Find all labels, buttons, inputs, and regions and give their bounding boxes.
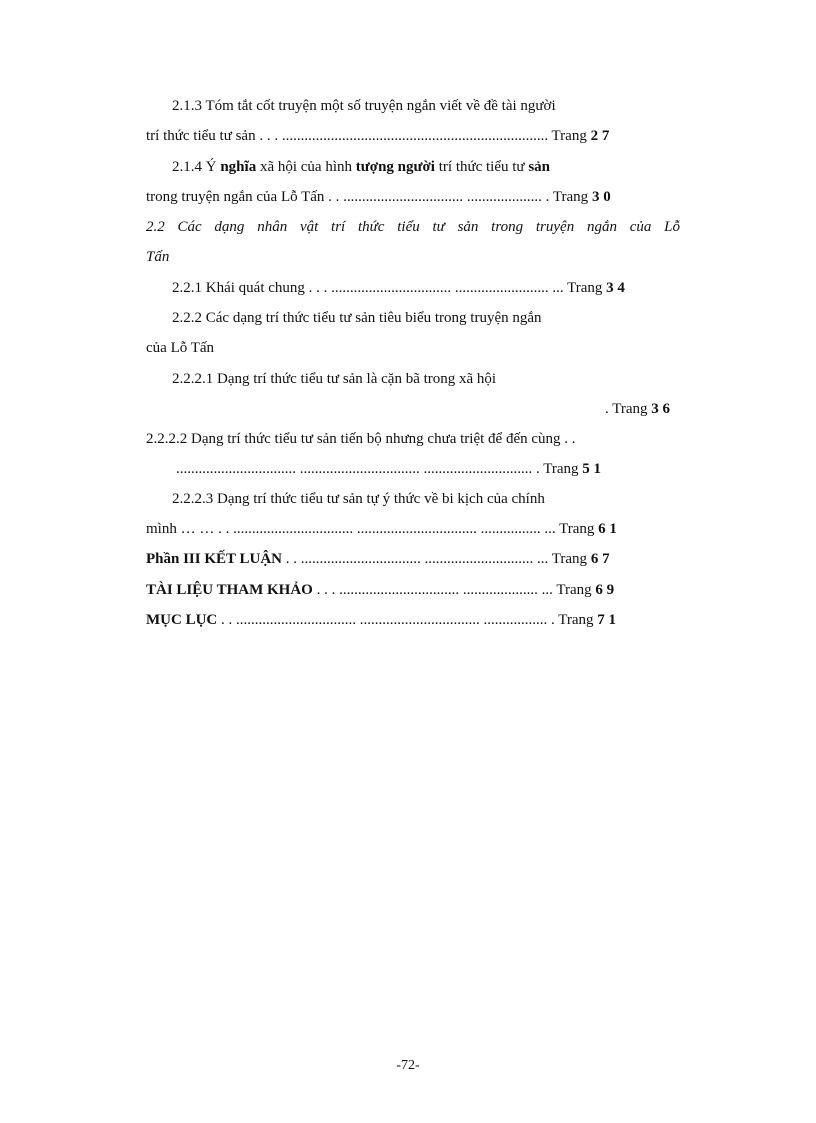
- toc-entry-2-2-2-2-line2: [176, 459, 601, 479]
- toc-entry-2-2-2-3-line2: [146, 519, 617, 539]
- toc-entry-2-2-1-page: 3 4: [606, 280, 625, 296]
- toc-entry-references: [146, 580, 614, 600]
- toc-entry-2-2-2-3-leader: mình … … . . ................................ ................................ ................ ... Trang: [146, 521, 599, 537]
- toc-entry-2-1-4-text-a: 2.1.4 Ý: [172, 159, 221, 175]
- toc-entry-references-leader: . . . ................................ .................... ... Trang: [312, 582, 596, 598]
- toc-entry-references-label: TÀI LIỆU THAM KHẢO: [146, 582, 313, 598]
- toc-entry-2-2-2-3-line1: 2.2.2.3 Dạng trí thức tiểu tư sản tự ý thức về bi kịch của chính: [172, 491, 545, 507]
- toc-entry-2-1-4-line1: [172, 157, 550, 177]
- toc-entry-references-page: 6 9: [595, 582, 615, 598]
- toc-entry-part-3-label: Phần III KẾT LUẬN: [146, 551, 283, 567]
- toc-entry-2-2-line2: Tấn: [146, 249, 170, 265]
- page-number: -72-: [396, 1058, 420, 1073]
- toc-entry-2-2-2-2-line1: 2.2.2.2 Dạng trí thức tiểu tư sản tiến bộ nhưng chưa triệt để đến cùng . .: [146, 431, 576, 447]
- toc-entry-2-2-1: [172, 278, 625, 298]
- toc-entry-2-1-4-page: 3 0: [591, 189, 611, 205]
- toc-entry-2-2-line1: 2.2 Các dạng nhân vật trí thức tiểu tư sản trong truyện ngắn của Lỗ: [146, 219, 680, 235]
- toc-entry-contents-page: 7 1: [597, 612, 617, 628]
- toc-entry-2-1-4-text-e: trí thức tiểu tư: [434, 159, 529, 175]
- toc-entry-2-1-4-line2: [146, 187, 611, 207]
- toc-entry-part-3-page: 6 7: [590, 551, 610, 567]
- toc-entry-2-2-2-3-page: 6 1: [598, 521, 617, 537]
- toc-entry-2-1-4-text-c: xã hội của hình: [256, 159, 356, 175]
- toc-entry-2-1-3-leader: trí thức tiểu tư sản . . . ....................................................................... Trang: [146, 128, 591, 144]
- toc-entry-part-3-leader: . . ................................ ............................. ... Trang: [282, 551, 591, 567]
- toc-entry-2-2-2-2-page: 5 1: [582, 461, 602, 477]
- toc-entry-2-1-4-leader: trong truyện ngắn của Lỗ Tấn . . ................................ .................... . Trang: [146, 189, 592, 205]
- toc-entry-2-1-3-line1: 2.1.3 Tóm tắt cốt truyện một số truyện ngắn viết về đề tài người: [172, 98, 556, 114]
- toc-entry-2-2-2-2-leader: ................................ ................................ ............................. . Trang: [176, 461, 583, 477]
- toc-entry-2-1-4-text-f: sản: [528, 159, 550, 175]
- toc-entry-2-2-1-leader: 2.2.1 Khái quát chung . . . ................................ ......................... ... Trang: [172, 280, 607, 296]
- toc-entry-2-2-2-1-page: 3 6: [651, 401, 670, 417]
- toc-entry-2-2-2-1-line2: [605, 399, 670, 419]
- toc-entry-contents-leader: . . ................................ ................................ ................. . Trang: [217, 612, 598, 628]
- toc-entry-contents: [146, 610, 616, 630]
- toc-entry-2-2-2-line2: của Lỗ Tấn: [146, 340, 215, 356]
- toc-entry-2-2-2-1-line1: 2.2.2.1 Dạng trí thức tiểu tư sản là cặn bã trong xã hội: [172, 371, 497, 387]
- toc-entry-2-1-3-line2: [146, 126, 609, 146]
- toc-entry-part-3: [146, 549, 610, 569]
- toc-entry-2-1-4-text-d: tượng người: [355, 159, 435, 175]
- toc-entry-2-1-4-text-b: nghĩa: [220, 159, 257, 175]
- toc-entry-2-2-2-line1: 2.2.2 Các dạng trí thức tiểu tư sản tiêu biểu trong truyện ngắn: [172, 310, 542, 326]
- toc-entry-contents-label: MỤC LỤC: [146, 612, 218, 628]
- toc-entry-2-1-3-page: 2 7: [590, 128, 610, 144]
- toc-entry-2-2-2-1-leader: . Trang: [604, 401, 652, 417]
